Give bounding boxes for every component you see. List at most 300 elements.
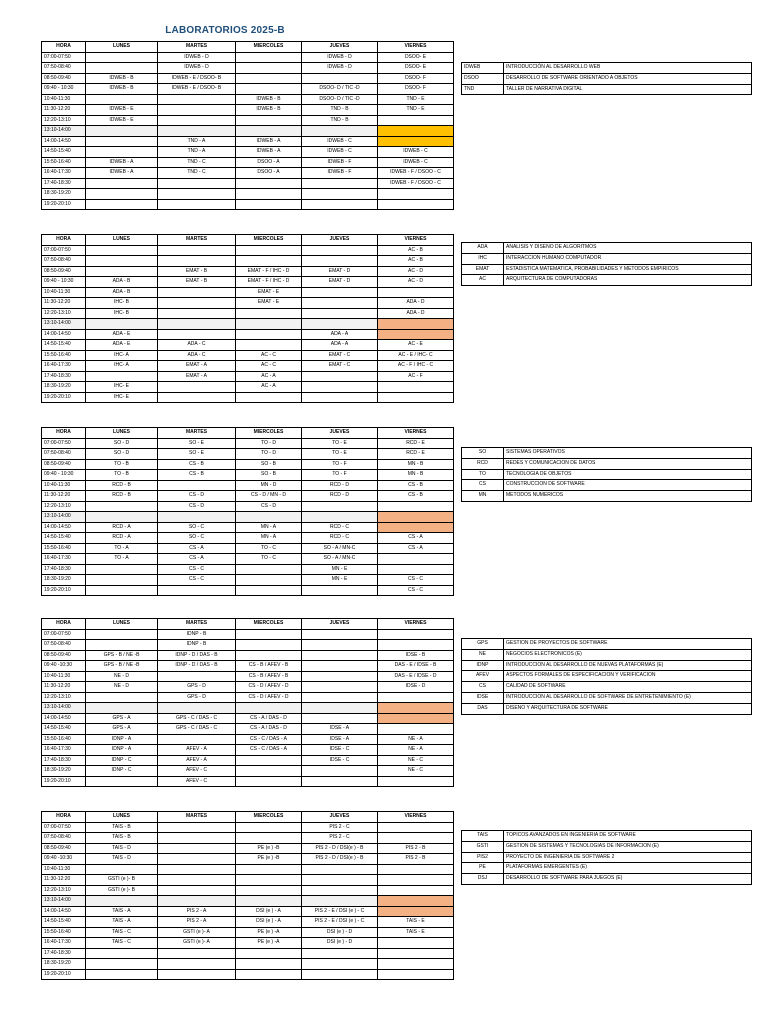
schedule-cell	[378, 382, 454, 393]
schedule-cell: TO - C	[236, 543, 302, 554]
schedule-cell	[86, 199, 158, 210]
schedule-cell	[236, 864, 302, 875]
schedule-cell: TO - F	[302, 459, 378, 470]
schedule-cell	[86, 189, 158, 200]
schedule-cell	[302, 885, 378, 896]
course-name: TOPICOS AVANZADOS EN INGENIERIA DE SOFTWARE	[504, 831, 752, 842]
schedule-cell	[236, 199, 302, 210]
column-header: VIERNES	[378, 42, 454, 53]
schedule-cell	[236, 959, 302, 970]
schedule-cell: IDNP - D / DAS - B	[158, 650, 236, 661]
schedule-cell: IDWEB - D	[302, 63, 378, 74]
schedule-cell: AFEV - A	[158, 745, 236, 756]
table-row	[42, 491, 454, 502]
header-row	[42, 619, 454, 630]
schedule-cell: GPS - A	[86, 713, 158, 724]
schedule-cell: ADA - E	[86, 329, 158, 340]
schedule-cell	[158, 105, 236, 116]
table-row	[42, 533, 454, 544]
schedule-cell: TND - C	[158, 168, 236, 179]
table-row	[42, 178, 454, 189]
schedule-cell	[378, 512, 454, 523]
table-row	[42, 382, 454, 393]
schedule-cell	[378, 776, 454, 787]
schedule-cell: IHC- B	[86, 298, 158, 309]
schedule-table	[41, 234, 454, 403]
time-slot: 08:50-09:40	[42, 843, 86, 854]
schedule-cell: TO - A	[86, 543, 158, 554]
time-slot: 16:40-17:30	[42, 361, 86, 372]
legend-row	[462, 480, 752, 491]
schedule-cell: ADA - D	[378, 298, 454, 309]
time-slot: 19:20-20:10	[42, 969, 86, 980]
time-slot: 07:00-07:50	[42, 438, 86, 449]
column-header: LUNES	[86, 428, 158, 439]
schedule-cell	[236, 896, 302, 907]
schedule-cell: CS - C	[158, 564, 236, 575]
table-row	[42, 703, 454, 714]
schedule-cell	[86, 629, 158, 640]
column-header: JUEVES	[302, 42, 378, 53]
time-slot: 09:40 - 10:30	[42, 84, 86, 95]
schedule-cell: TAIS - D	[86, 843, 158, 854]
column-header: LUNES	[86, 812, 158, 823]
time-slot: 07:00-07:50	[42, 245, 86, 256]
schedule-cell	[302, 776, 378, 787]
schedule-cell: ADA - E	[86, 340, 158, 351]
schedule-cell: ADA - A	[302, 329, 378, 340]
schedule-cell: PE (e ) -A	[236, 938, 302, 949]
course-code: PE	[462, 863, 504, 874]
schedule-cell	[158, 833, 236, 844]
schedule-cell: CS - A / DAS - D	[236, 724, 302, 735]
schedule-cell: RCD - D	[302, 480, 378, 491]
schedule-cell	[86, 256, 158, 267]
schedule-cell	[302, 178, 378, 189]
schedule-cell	[86, 319, 158, 330]
schedule-cell	[236, 63, 302, 74]
schedule-cell: ADA - B	[86, 277, 158, 288]
time-slot: 12:20-13:10	[42, 885, 86, 896]
schedule-cell: DSOO- D / TIC -D	[302, 84, 378, 95]
column-header: HORA	[42, 428, 86, 439]
schedule-cell: PIS 2 - A	[158, 917, 236, 928]
time-slot: 07:50-08:40	[42, 256, 86, 267]
schedule-cell: AC - D	[378, 266, 454, 277]
schedule-cell: TO - F	[302, 470, 378, 481]
course-code: RCD	[462, 458, 504, 469]
schedule-cell	[86, 948, 158, 959]
schedule-cell	[236, 755, 302, 766]
schedule-cell: RCD - C	[302, 522, 378, 533]
schedule-cell	[86, 136, 158, 147]
time-slot: 17:40-18:30	[42, 564, 86, 575]
schedule-cell	[236, 969, 302, 980]
table-row	[42, 361, 454, 372]
column-header: MARTES	[158, 812, 236, 823]
schedule-cell	[236, 115, 302, 126]
schedule-cell: EMAT - B	[158, 277, 236, 288]
schedule-cell	[302, 501, 378, 512]
schedule-cell: CS - D	[158, 491, 236, 502]
table-row	[42, 480, 454, 491]
schedule-cell: DSI (e ) - D	[302, 927, 378, 938]
time-slot: 19:20-20:10	[42, 392, 86, 403]
schedule-cell	[236, 564, 302, 575]
header-row	[42, 42, 454, 53]
schedule-cell: IDWEB - C	[302, 147, 378, 158]
schedule-cell	[378, 822, 454, 833]
schedule-cell: IDNP - A	[86, 745, 158, 756]
course-code: IDSE	[462, 692, 504, 703]
legend-row	[462, 264, 752, 275]
time-slot: 13:10-14:00	[42, 896, 86, 907]
schedule-cell: SO - A / MN-C	[302, 554, 378, 565]
schedule-cell	[86, 864, 158, 875]
schedule-cell	[158, 864, 236, 875]
legend-row	[462, 649, 752, 660]
schedule-cell: IHC- E	[86, 382, 158, 393]
schedule-cell	[236, 308, 302, 319]
schedule-cell: CS - D / AFEV - D	[236, 692, 302, 703]
course-legend-3	[461, 447, 752, 502]
time-slot: 15:50-16:40	[42, 350, 86, 361]
time-slot: 09:40 - 10:30	[42, 470, 86, 481]
schedule-cell: SO - D	[86, 449, 158, 460]
schedule-cell: AC - A	[236, 382, 302, 393]
course-name: METODOS NUMERICOS	[504, 491, 752, 502]
schedule-cell	[158, 703, 236, 714]
table-row	[42, 766, 454, 777]
table-row	[42, 927, 454, 938]
table-row	[42, 126, 454, 137]
table-row	[42, 682, 454, 693]
schedule-cell: TND - B	[302, 105, 378, 116]
schedule-cell	[378, 938, 454, 949]
time-slot: 12:20-13:10	[42, 501, 86, 512]
time-slot: 11:30-12:20	[42, 105, 86, 116]
table-row	[42, 843, 454, 854]
schedule-cell	[236, 512, 302, 523]
time-slot: 18:30-19:20	[42, 382, 86, 393]
schedule-cell	[302, 671, 378, 682]
table-row	[42, 73, 454, 84]
schedule-cell: MN - B	[378, 470, 454, 481]
table-row	[42, 755, 454, 766]
schedule-cell: PE (e ) -B	[236, 843, 302, 854]
schedule-cell	[302, 199, 378, 210]
schedule-cell: CS - D / AFEV - D	[236, 682, 302, 693]
time-slot: 12:20-13:10	[42, 115, 86, 126]
schedule-cell	[378, 885, 454, 896]
schedule-cell: RCD - B	[86, 480, 158, 491]
legend-row	[462, 660, 752, 671]
schedule-cell: IDWEB - F	[302, 157, 378, 168]
schedule-cell	[378, 692, 454, 703]
schedule-cell: IDWEB - A	[86, 157, 158, 168]
schedule-cell	[236, 650, 302, 661]
schedule-cell	[86, 147, 158, 158]
schedule-cell	[302, 371, 378, 382]
schedule-cell	[158, 885, 236, 896]
schedule-cell	[158, 875, 236, 886]
schedule-cell	[236, 640, 302, 651]
schedule-cell: ADA - B	[86, 287, 158, 298]
time-slot: 14:00-14:50	[42, 522, 86, 533]
table-row	[42, 692, 454, 703]
schedule-cell	[236, 52, 302, 63]
schedule-cell	[158, 822, 236, 833]
column-header: LUNES	[86, 619, 158, 630]
schedule-cell: DSOO- E	[378, 52, 454, 63]
schedule-block-5	[41, 811, 454, 980]
schedule-cell: IDNP - C	[86, 755, 158, 766]
time-slot: 17:40-18:30	[42, 178, 86, 189]
time-slot: 14:50-15:40	[42, 340, 86, 351]
schedule-cell	[86, 703, 158, 714]
time-slot: 18:30-19:20	[42, 575, 86, 586]
schedule-cell	[302, 969, 378, 980]
schedule-cell: PIS 2 - D / DSI(e ) - B	[302, 854, 378, 865]
schedule-cell: SO - B	[236, 470, 302, 481]
schedule-cell	[86, 640, 158, 651]
schedule-cell	[302, 661, 378, 672]
column-header: MIERCOLES	[236, 619, 302, 630]
schedule-cell	[158, 382, 236, 393]
schedule-cell: CS - D	[158, 501, 236, 512]
schedule-cell	[378, 199, 454, 210]
schedule-cell	[86, 266, 158, 277]
schedule-cell	[302, 864, 378, 875]
schedule-cell	[378, 319, 454, 330]
legend-row	[462, 863, 752, 874]
course-name: ANALISIS Y DISENO DE ALGORITMOS	[504, 243, 752, 254]
table-row	[42, 745, 454, 756]
time-slot: 15:50-16:40	[42, 734, 86, 745]
schedule-cell: PE (e ) -B	[236, 854, 302, 865]
time-slot: 19:20-20:10	[42, 585, 86, 596]
legend-row	[462, 671, 752, 682]
table-row	[42, 896, 454, 907]
table-row	[42, 136, 454, 147]
schedule-cell: IDWEB - D	[158, 52, 236, 63]
table-row	[42, 575, 454, 586]
table-row	[42, 157, 454, 168]
schedule-cell: RCD - E	[378, 438, 454, 449]
course-name: DESARROLLO DE SOFTWARE PARA JUEGOS (E)	[504, 874, 752, 885]
time-slot: 17:40-18:30	[42, 948, 86, 959]
schedule-cell: TO - E	[302, 438, 378, 449]
table-row	[42, 969, 454, 980]
time-slot: 14:00-14:50	[42, 713, 86, 724]
schedule-cell	[86, 564, 158, 575]
table-row	[42, 470, 454, 481]
course-code: PIS2	[462, 852, 504, 863]
schedule-cell	[236, 766, 302, 777]
schedule-cell: ADA - C	[158, 350, 236, 361]
schedule-cell: MN - A	[236, 533, 302, 544]
schedule-cell	[378, 501, 454, 512]
legend-row	[462, 692, 752, 703]
legend-row	[462, 469, 752, 480]
time-slot: 07:50-08:40	[42, 640, 86, 651]
time-slot: 11:30-12:20	[42, 298, 86, 309]
schedule-cell: EMAT - A	[158, 361, 236, 372]
column-header: VIERNES	[378, 812, 454, 823]
schedule-cell	[86, 585, 158, 596]
schedule-cell	[158, 854, 236, 865]
table-row	[42, 329, 454, 340]
schedule-cell: IDWEB - D	[302, 52, 378, 63]
schedule-cell	[302, 287, 378, 298]
schedule-cell: IDNP - A	[86, 734, 158, 745]
schedule-cell	[236, 178, 302, 189]
table-row	[42, 585, 454, 596]
column-header: HORA	[42, 619, 86, 630]
schedule-cell	[158, 189, 236, 200]
schedule-cell	[378, 959, 454, 970]
schedule-cell: CS - D	[236, 501, 302, 512]
schedule-cell	[158, 480, 236, 491]
table-row	[42, 671, 454, 682]
schedule-cell	[236, 319, 302, 330]
column-header: JUEVES	[302, 428, 378, 439]
header-row	[42, 428, 454, 439]
schedule-cell: EMAT - F / IHC - D	[236, 277, 302, 288]
table-row	[42, 371, 454, 382]
schedule-cell	[86, 178, 158, 189]
time-slot: 10:40-11:30	[42, 671, 86, 682]
legend-row	[462, 275, 752, 286]
table-row	[42, 885, 454, 896]
schedule-cell: DSI (e ) - A	[236, 917, 302, 928]
schedule-cell: AFEV - A	[158, 755, 236, 766]
table-row	[42, 650, 454, 661]
table-row	[42, 459, 454, 470]
schedule-cell: TAIS - C	[86, 938, 158, 949]
time-slot: 13:10-14:00	[42, 512, 86, 523]
schedule-cell	[378, 713, 454, 724]
legend-row	[462, 682, 752, 693]
schedule-cell	[302, 512, 378, 523]
schedule-cell: TAIS - B	[86, 833, 158, 844]
schedule-table	[41, 618, 454, 787]
schedule-cell: IDWEB - E	[86, 115, 158, 126]
schedule-cell: NE - A	[378, 745, 454, 756]
schedule-cell: TND - A	[158, 147, 236, 158]
column-header: VIERNES	[378, 235, 454, 246]
time-slot: 07:00-07:50	[42, 629, 86, 640]
time-slot: 17:40-18:30	[42, 371, 86, 382]
schedule-cell: DSOO- D / TIC -D	[302, 94, 378, 105]
schedule-cell	[302, 382, 378, 393]
schedule-cell	[378, 329, 454, 340]
schedule-cell	[302, 640, 378, 651]
page-title: LABORATORIOS 2025-B	[165, 25, 285, 36]
schedule-cell: IDWEB - B	[86, 73, 158, 84]
course-code: IDWEB	[462, 63, 504, 74]
course-code: IHC	[462, 253, 504, 264]
time-slot: 13:10-14:00	[42, 319, 86, 330]
schedule-cell	[378, 703, 454, 714]
schedule-cell	[236, 885, 302, 896]
schedule-cell: CS - B	[158, 470, 236, 481]
schedule-cell: RCD - A	[86, 522, 158, 533]
schedule-cell: SO - D	[86, 438, 158, 449]
course-code: MN	[462, 491, 504, 502]
time-slot: 18:30-19:20	[42, 766, 86, 777]
schedule-cell: CS - C / DAS - A	[236, 745, 302, 756]
course-code: AC	[462, 275, 504, 286]
schedule-cell: IDWEB - A	[236, 147, 302, 158]
time-slot: 15:50-16:40	[42, 543, 86, 554]
schedule-cell	[302, 319, 378, 330]
schedule-cell: MN - B	[378, 459, 454, 470]
schedule-cell	[236, 329, 302, 340]
schedule-cell: AC - D	[378, 277, 454, 288]
column-header: MIERCOLES	[236, 812, 302, 823]
time-slot: 16:40-17:30	[42, 168, 86, 179]
schedule-cell: SO - C	[158, 522, 236, 533]
time-slot: 07:50-08:40	[42, 63, 86, 74]
schedule-cell	[302, 875, 378, 886]
schedule-cell	[302, 959, 378, 970]
schedule-cell: CS - A / DAS - D	[236, 713, 302, 724]
schedule-cell: TND - E	[378, 105, 454, 116]
schedule-cell: DSI (e ) - D	[302, 938, 378, 949]
schedule-cell: TAIS - E	[378, 917, 454, 928]
schedule-cell: AC - F	[378, 371, 454, 382]
schedule-cell	[378, 126, 454, 137]
course-code: ADA	[462, 243, 504, 254]
schedule-cell: SO - A / MN-C	[302, 543, 378, 554]
course-name: INTRODUCCION AL DESARROLLO DE SOFTWARE DE ENTRETENIMIENTO (E)	[504, 692, 752, 703]
schedule-cell: NE - C	[378, 766, 454, 777]
header-row	[42, 235, 454, 246]
table-row	[42, 522, 454, 533]
schedule-cell	[158, 585, 236, 596]
schedule-cell: CS - A	[378, 533, 454, 544]
course-name: SISTEMAS OPERATIVOS	[504, 448, 752, 459]
schedule-cell: CS - B	[378, 491, 454, 502]
column-header: LUNES	[86, 235, 158, 246]
schedule-cell	[158, 308, 236, 319]
schedule-cell: AC - F / IHC - C	[378, 361, 454, 372]
schedule-cell: IHC- A	[86, 350, 158, 361]
table-row	[42, 298, 454, 309]
legend-row	[462, 491, 752, 502]
schedule-block-2	[41, 234, 454, 403]
table-row	[42, 438, 454, 449]
schedule-cell: AC - B	[378, 256, 454, 267]
schedule-cell: RCD - B	[86, 491, 158, 502]
schedule-cell	[86, 126, 158, 137]
time-slot: 12:20-13:10	[42, 308, 86, 319]
schedule-cell: TAIS - A	[86, 906, 158, 917]
legend-row	[462, 703, 752, 714]
schedule-cell	[86, 575, 158, 586]
time-slot: 15:50-16:40	[42, 927, 86, 938]
table-row	[42, 959, 454, 970]
schedule-cell: IDNP - C	[86, 766, 158, 777]
time-slot: 15:50-16:40	[42, 157, 86, 168]
schedule-cell	[302, 650, 378, 661]
schedule-cell	[236, 392, 302, 403]
schedule-cell: MN - D	[236, 480, 302, 491]
schedule-cell: GSTI (e )- B	[86, 885, 158, 896]
schedule-cell	[378, 136, 454, 147]
time-slot: 14:50-15:40	[42, 533, 86, 544]
